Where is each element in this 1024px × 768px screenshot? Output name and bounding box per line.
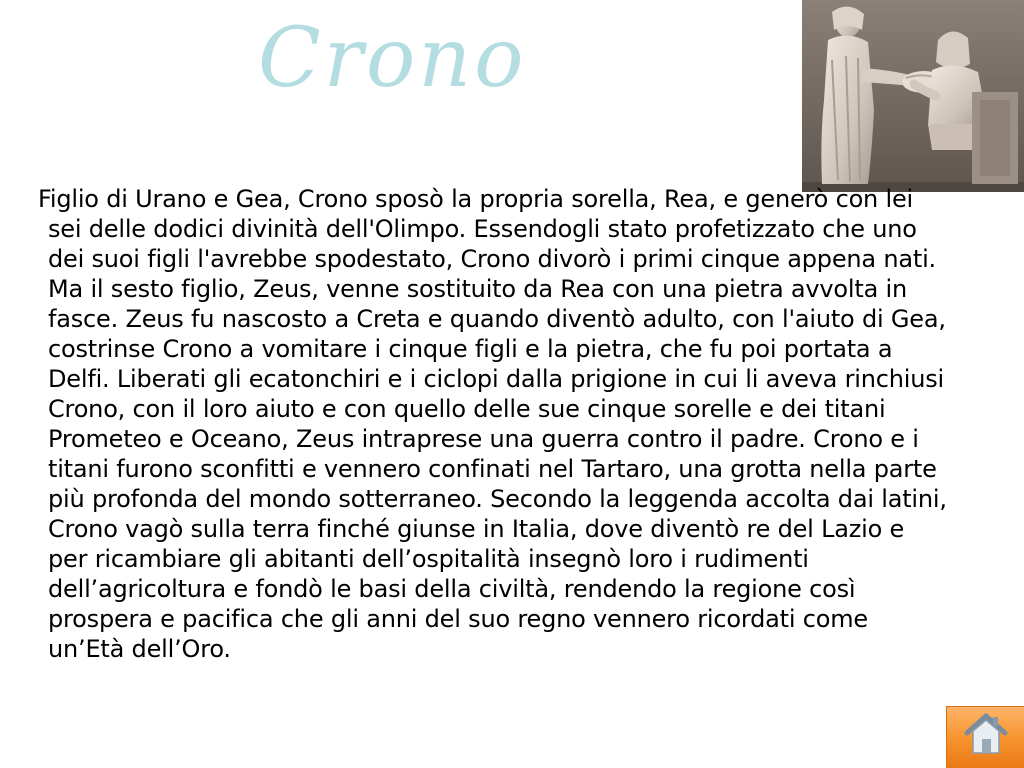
home-button[interactable]	[946, 706, 1024, 768]
relief-image	[802, 0, 1024, 192]
body-text: Figlio di Urano e Gea, Crono sposò la propria sorella, Rea, e generò con lei sei delle dodici divinità dell'Olimpo. Essendogli stato profetizzato che uno dei suoi figli l'avrebbe spodestato, Crono divorò i primi cinque appena nati. Ma il sesto figlio, Zeus, venne sostituito da Rea con una pietra avvolta in fasce. Zeus fu nascosto a Creta e quando diventò adulto, con l'aiuto di Gea, costrinse Crono a vomitare i cinque figli e la pietra, che fu poi portata a Delfi. Liberati gli ecatonchiri e i ciclopi dalla prigione in cui li aveva rinchiusi Crono, con il loro aiuto e con quello delle sue cinque sorelle e dei titani Prometeo e Oceano, Zeus intraprese una guerra contro il padre. Crono e i titani furono sconfitti e vennero confinati nel Tartaro, una grotta nella parte più profonda del mondo sotterraneo. Secondo la leggenda accolta dai latini, Crono vagò sulla terra finché giunse in Italia, dove diventò re del Lazio e per ricambiare gli abitanti dell’ospitalità insegnò loro i rudimenti dell’agricoltura e fondò le basi della civiltà, rendendo la regione così prospera e pacifica che gli anni del suo regno vennero ricordati come un’Età dell’Oro.	[38, 185, 947, 663]
home-icon	[963, 711, 1009, 757]
marble-relief-rhea-cronus-image	[802, 0, 1024, 192]
page-title: Crono	[258, 11, 527, 106]
